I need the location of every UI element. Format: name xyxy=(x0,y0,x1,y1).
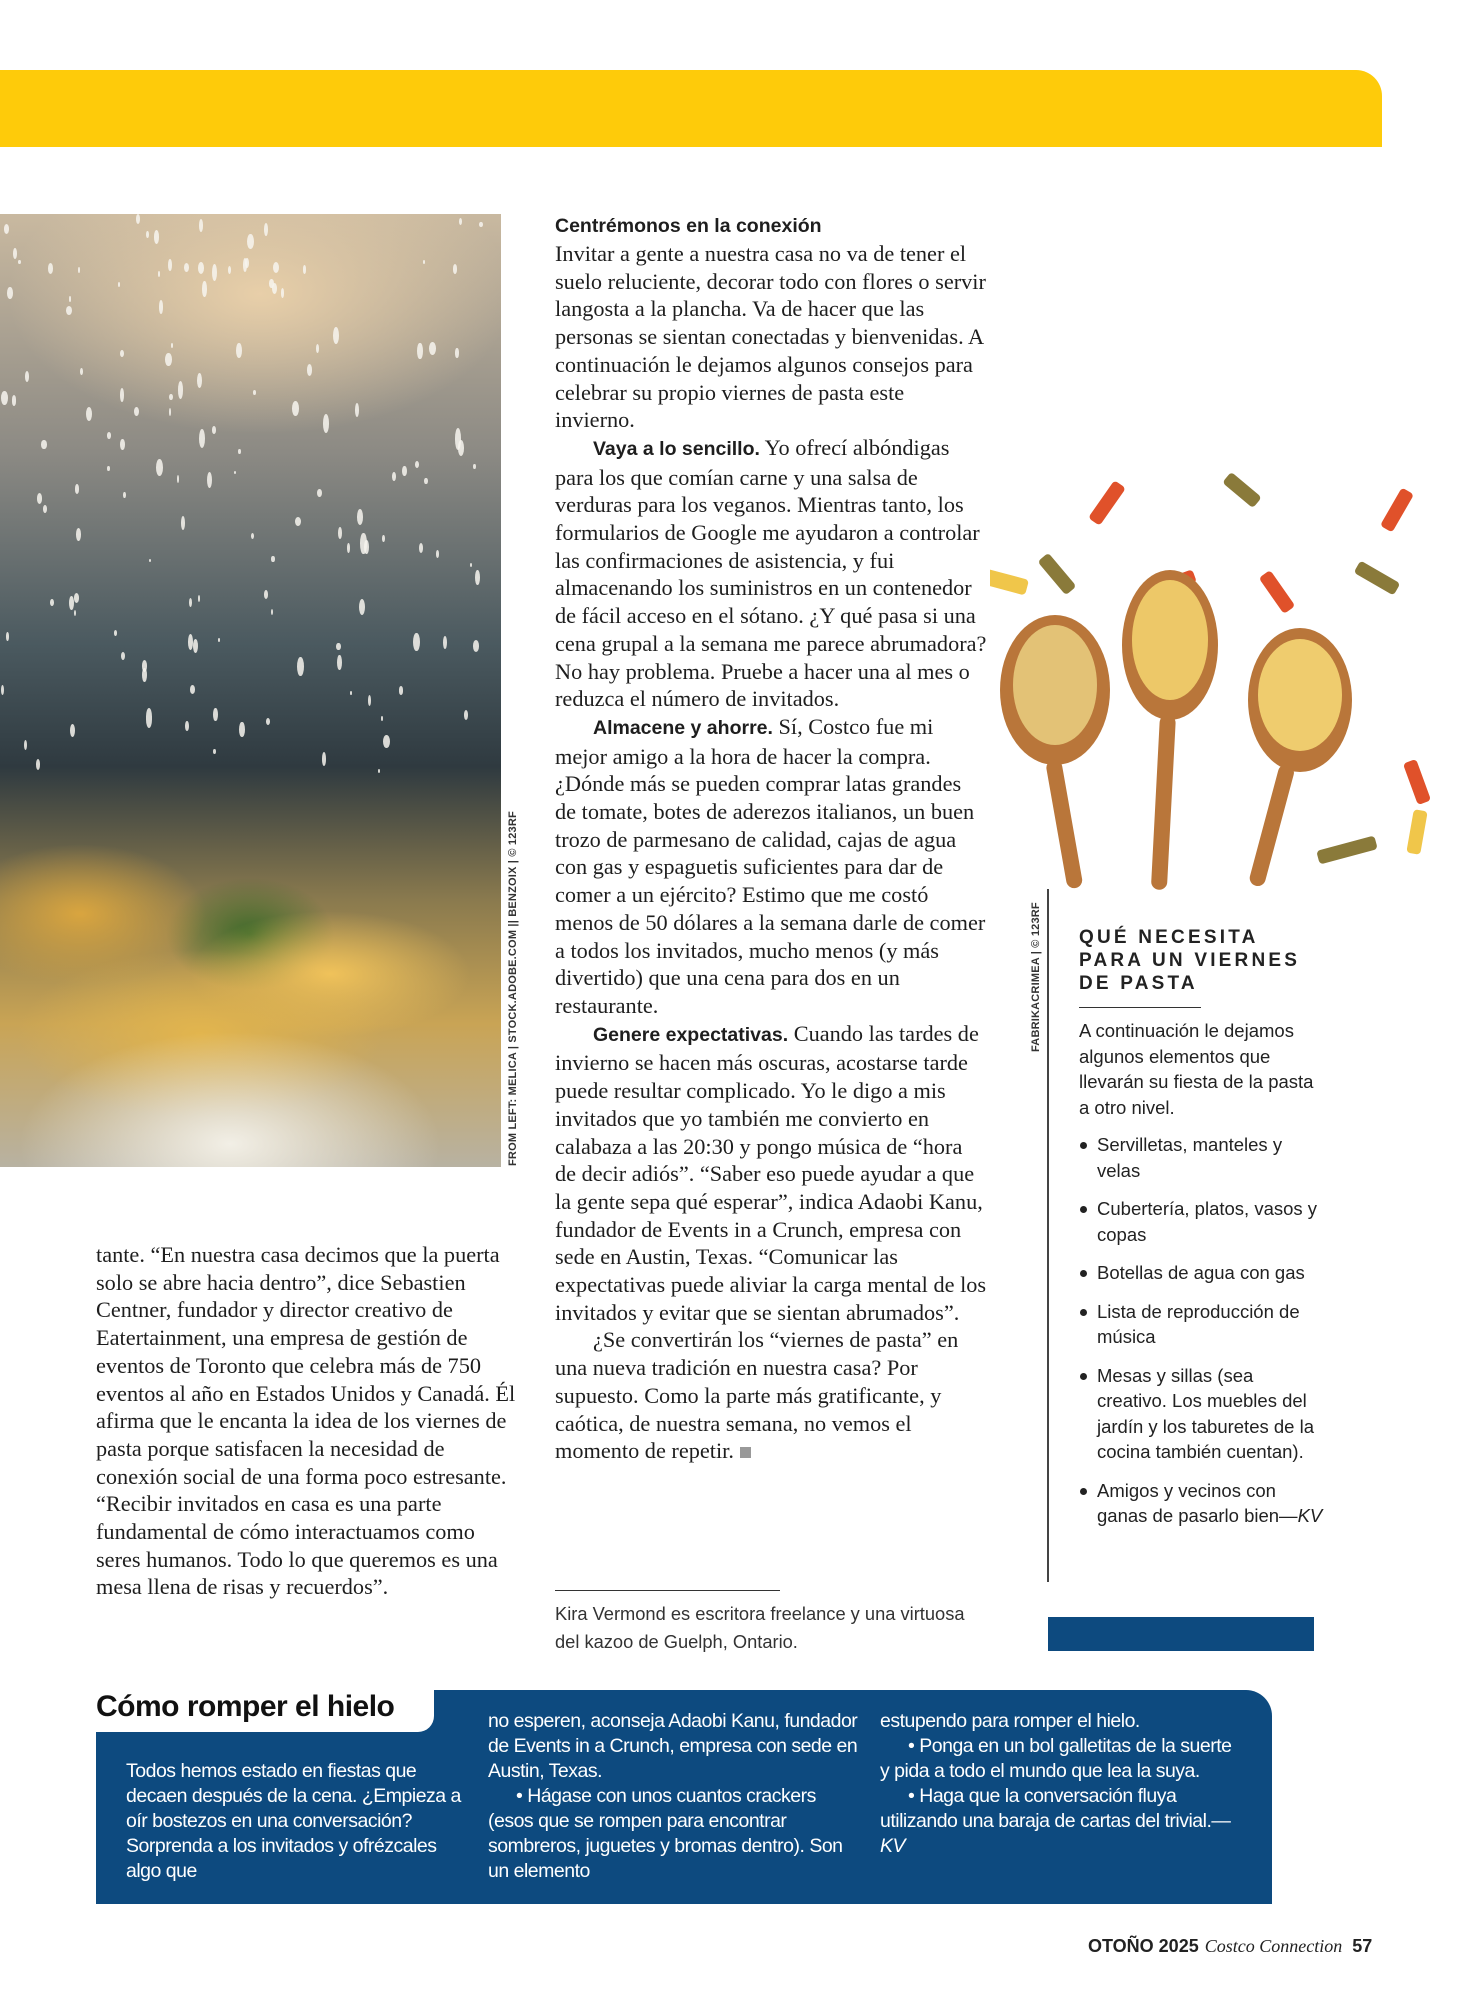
cheese-speck xyxy=(413,633,420,651)
cheese-speck xyxy=(142,668,147,682)
cheese-speck xyxy=(264,590,268,598)
sidebar-intro: A continuación le dejamos algunos elementos que llevarán su fiesta de la pasta a otro nivel. xyxy=(1079,1020,1314,1118)
cheese-speck xyxy=(383,735,390,748)
cheese-speck xyxy=(193,639,198,653)
cheese-speck xyxy=(239,722,244,737)
cheese-speck xyxy=(479,222,482,227)
paragraph-text: Yo ofrecí albóndigas para los que comían carne y una salsa de verduras para los veganos. Mientras tanto, los formularios de Google me ayudaron a controlar las confirmaciones de asistencia, y fui almacenando los suministros en un contenedor de fácil acceso en el sótano. ¿Y qué pasa si una cena grupal a la semana me parece abrumadora? No hay problema. Pruebe a hacer una al mes o reduzca el número de invitados. xyxy=(555,434,987,712)
cheese-speck xyxy=(281,288,284,298)
cheese-speck xyxy=(473,640,479,652)
cheese-speck xyxy=(218,638,221,642)
cheese-speck xyxy=(123,492,125,498)
photo-credit-right: FABRIKACRIMEA | © 123RF xyxy=(1030,902,1042,1052)
sidebar-heading: QUÉ NECESITA PARA UN VIERNES DE PASTA xyxy=(1079,927,1301,994)
paragraph xyxy=(555,1020,987,1327)
list-item: Botellas de agua con gas xyxy=(1079,1260,1324,1286)
cheese-speck xyxy=(443,636,447,649)
icebreaker-title: Cómo romper el hielo xyxy=(96,1690,395,1723)
paragraph-lead: Genere expectativas. xyxy=(593,1023,789,1046)
cheese-speck xyxy=(273,262,279,274)
paragraph xyxy=(555,713,987,1020)
list-item: Lista de reproducción de música xyxy=(1079,1299,1324,1350)
cheese-speck xyxy=(181,516,185,530)
cheese-speck xyxy=(295,517,301,527)
cheese-speck xyxy=(165,353,171,366)
cheese-speck xyxy=(75,484,79,493)
cheese-speck xyxy=(7,287,13,299)
cheese-speck xyxy=(458,440,464,456)
cheese-speck xyxy=(13,248,17,259)
cheese-speck xyxy=(69,596,74,611)
cheese-speck xyxy=(107,466,110,471)
cheese-speck xyxy=(120,350,124,357)
cheese-speck xyxy=(69,296,71,301)
cheese-speck xyxy=(392,472,396,481)
paragraph: tante. “En nuestra casa decimos que la puerta solo se abre hacia dentro”, dice Sebastien Centner, fundador y director creativo de Eatertainment, una empresa de gestión de eventos de Toronto que celebra más de 750 eventos al año en Estados Unidos y Canadá. Él afirma que le encanta la idea de los viernes de pasta porque satisfacen la necesidad de conexión social de una forma poco estresante. “Recibir invitados en casa es una parte fundamental de cómo interactuamos como seres humanos. Todo lo que queremos es una mesa llena de risas y recuerdos”. xyxy=(96,1242,516,1600)
cheese-speck xyxy=(80,368,83,375)
cheese-speck xyxy=(184,263,189,272)
cheese-speck xyxy=(378,769,380,773)
cheese-speck xyxy=(197,373,202,388)
cheese-speck xyxy=(271,609,273,615)
list-item: Servilletas, manteles y velas xyxy=(1079,1132,1324,1183)
cheese-speck xyxy=(190,685,195,694)
cheese-speck xyxy=(18,260,21,264)
cheese-speck xyxy=(247,234,254,249)
cheese-speck xyxy=(1,685,4,695)
cheese-speck xyxy=(107,432,111,438)
end-mark-icon xyxy=(740,1447,751,1458)
cheese-speck xyxy=(381,716,384,721)
cheese-speck xyxy=(399,686,404,694)
cheese-speck xyxy=(12,395,17,406)
paragraph: • Ponga en un bol galletitas de la suerte y pida a todo el mundo que lea la suya. xyxy=(880,1735,1232,1782)
cheese-speck xyxy=(423,260,425,264)
cheese-speck xyxy=(48,263,53,274)
sidebar-list xyxy=(1079,1132,1324,1529)
cheese-speck xyxy=(202,281,207,296)
cheese-speck xyxy=(146,708,153,727)
cheese-speck xyxy=(336,643,340,650)
cheese-speck xyxy=(74,593,79,603)
cheese-speck xyxy=(347,543,350,552)
photo-credit-left: FROM LEFT: MELICA | STOCK.ADOBE.COM || BENZOIX | © 123RF xyxy=(507,811,519,1166)
cheese-speck xyxy=(198,595,200,601)
cheese-speck xyxy=(74,610,76,616)
cheese-speck xyxy=(323,414,329,433)
cheese-speck xyxy=(36,759,40,770)
cheese-speck xyxy=(245,258,249,268)
cheese-speck xyxy=(436,550,440,558)
paragraph-lead: Almacene y ahorre. xyxy=(593,716,773,739)
cheese-speck xyxy=(338,527,342,539)
cheese-speck xyxy=(168,259,172,272)
cheese-speck xyxy=(50,599,54,606)
cheese-speck xyxy=(251,533,254,539)
signature: KV xyxy=(1297,1505,1323,1526)
sidebar-footer-bar xyxy=(1048,1617,1314,1651)
cheese-speck xyxy=(120,439,124,450)
sidebar-divider xyxy=(1047,889,1049,1582)
list-item-text: Amigos y vecinos con ganas de pasarlo bien— xyxy=(1097,1479,1298,1526)
cheese-speck xyxy=(355,403,359,417)
cheese-speck xyxy=(473,464,476,470)
author-bio: Kira Vermond es escritora freelance y una virtuosa del kazoo de Guelph, Ontario. xyxy=(555,1603,965,1652)
wooden-spoons xyxy=(1000,570,1352,890)
cheese-speck xyxy=(146,231,149,239)
cheese-speck xyxy=(159,300,164,314)
icebreaker-column-3 xyxy=(880,1709,1245,1859)
cheese-speck xyxy=(382,535,385,543)
cheese-speck xyxy=(212,426,216,434)
cheese-speck xyxy=(198,262,204,274)
cheese-speck xyxy=(253,390,256,395)
cheese-speck xyxy=(134,407,139,416)
cheese-speck xyxy=(37,493,42,503)
pasta-parmesan-photo xyxy=(0,214,501,1167)
cheese-speck xyxy=(177,475,179,483)
paragraph: Todos hemos estado en fiestas que decaen después de la cena. ¿Empieza a oír bostezos en una conversación? Sorprenda a los invitados y ofrézcales algo que xyxy=(126,1760,461,1882)
cheese-speck xyxy=(171,343,173,348)
cheese-speck xyxy=(156,459,163,476)
magazine-name: Costco Connection xyxy=(1204,1936,1343,1956)
cheese-speck xyxy=(66,306,72,315)
cheese-speck xyxy=(264,223,268,236)
icebreaker-column-1 xyxy=(126,1759,466,1884)
cheese-speck xyxy=(114,630,117,636)
cheese-speck xyxy=(213,749,216,754)
cheese-speck xyxy=(41,440,46,449)
cheese-speck xyxy=(337,655,341,670)
cheese-speck xyxy=(25,371,29,382)
paragraph-text: • Haga que la conversación fluya utilizando una baraja de cartas del trivial.— xyxy=(880,1785,1231,1832)
paragraph-text: Sí, Costco fue mi mejor amigo a la hora de hacer la compra. ¿Dónde más se pueden comprar latas grandes de tomate, botes de aderezos italianos, un buen trozo de parmesano de calidad, cajas de agua con gas y espaguetis suficientes para dar de comer a un ejército? Estimo que me costó menos de 50 dólares a la semana darle de comer a todos los invitados, mucho menos (y más divertido) que una cena para dos en un restaurante. xyxy=(555,713,986,1018)
cheese-speck xyxy=(303,265,307,274)
paragraph-text: Invitar a gente a nuestra casa no va de tener el suelo reluciente, decorar todo con flores o servir langosta a la plancha. Va de hacer que las personas se sientan conectadas y bienvenidas. A continuación le dejamos algunos consejos para celebrar su propio viernes de pasta este invierno. xyxy=(555,241,986,433)
cheese-speck xyxy=(359,599,365,616)
page-footer xyxy=(1088,1936,1372,1957)
cheese-speck xyxy=(322,752,326,766)
cheese-speck xyxy=(6,632,9,641)
cheese-speck xyxy=(189,598,192,607)
icebreaker-column-2 xyxy=(488,1709,858,1884)
cheese-speck xyxy=(118,282,120,286)
cheese-speck xyxy=(364,540,369,554)
cheese-speck xyxy=(158,271,161,277)
section-heading: Centrémonos en la conexión xyxy=(555,215,822,237)
cheese-speck xyxy=(470,563,472,567)
cheese-speck xyxy=(368,695,371,707)
cheese-speck xyxy=(199,219,203,232)
cheese-speck xyxy=(70,724,75,737)
cheese-speck xyxy=(120,388,124,401)
cheese-speck xyxy=(424,478,427,484)
cheese-speck xyxy=(24,740,27,750)
cheese-speck xyxy=(234,471,236,474)
cheese-speck xyxy=(475,570,480,585)
bio-divider xyxy=(555,1590,780,1591)
cheese-speck xyxy=(402,466,406,476)
list-item: Mesas y sillas (sea creativo. Los muebles del jardín y los taburetes de la cocina también cuentan). xyxy=(1079,1363,1324,1465)
signature: KV xyxy=(880,1835,906,1857)
cheese-speck xyxy=(429,342,436,355)
cheese-speck xyxy=(86,407,92,421)
cheese-speck xyxy=(136,214,140,224)
cheese-speck xyxy=(236,343,242,359)
page-number: 57 xyxy=(1352,1936,1373,1956)
cheese-speck xyxy=(316,344,319,353)
cheese-speck xyxy=(266,718,270,725)
cheese-speck xyxy=(271,556,274,561)
cheese-speck xyxy=(307,364,313,376)
cheese-speck xyxy=(317,489,322,497)
cheese-speck xyxy=(207,472,212,488)
paragraph xyxy=(555,1326,987,1465)
cheese-speck xyxy=(238,449,241,454)
list-item: Cubertería, platos, vasos y copas xyxy=(1079,1196,1324,1247)
cheese-speck xyxy=(169,408,171,416)
paragraph xyxy=(555,434,987,713)
paragraph: no esperen, aconseja Adaobi Kanu, fundador de Events in a Crunch, empresa con sede en Austin, Texas. xyxy=(488,1710,858,1782)
cheese-speck xyxy=(228,266,231,274)
sidebar-checklist xyxy=(1079,926,1324,1542)
cheese-speck xyxy=(121,652,125,661)
article-middle-column xyxy=(555,212,987,1465)
sidebar-rule xyxy=(1079,1007,1201,1008)
cheese-speck xyxy=(292,401,299,416)
cheese-speck xyxy=(4,224,9,234)
paragraph-text: ¿Se convertirán los “viernes de pasta” en una nueva tradición en nuestra casa? Por supuesto. Como la parte más gratificante, y caótica, de nuestra semana, no vemos el momento de repetir. xyxy=(555,1327,959,1464)
cheese-speck xyxy=(357,509,363,525)
cheese-speck xyxy=(417,343,422,360)
paragraph xyxy=(880,1784,1245,1859)
paragraph xyxy=(555,240,987,434)
cheese-speck xyxy=(213,708,218,721)
article-left-column xyxy=(96,1241,518,1601)
cheese-speck xyxy=(178,381,183,399)
pasta-spoons-illustration xyxy=(990,470,1445,890)
cheese-speck xyxy=(185,721,189,731)
cheese-speck xyxy=(297,657,304,676)
cheese-speck xyxy=(212,264,217,281)
cheese-speck xyxy=(459,218,462,225)
cheese-speck xyxy=(419,543,423,553)
cheese-speck xyxy=(350,691,353,695)
issue-season: OTOÑO 2025 xyxy=(1088,1936,1199,1956)
cheese-speck xyxy=(78,267,80,273)
cheese-speck xyxy=(199,429,205,449)
cheese-speck xyxy=(76,528,81,541)
cheese-speck xyxy=(464,710,468,720)
cheese-speck xyxy=(455,348,458,357)
list-item xyxy=(1079,1478,1324,1529)
cheese-speck xyxy=(415,461,419,468)
header-color-bar xyxy=(0,70,1382,147)
cheese-speck xyxy=(272,283,277,294)
cheese-speck xyxy=(1,391,8,405)
cheese-speck xyxy=(43,505,47,513)
cheese-speck xyxy=(154,230,160,244)
cheese-speck xyxy=(333,327,339,344)
cheese-speck xyxy=(169,394,172,400)
paragraph-lead: Vaya a lo sencillo. xyxy=(593,437,760,460)
paragraph-text: Cuando las tardes de invierno se hacen más oscuras, acostarse tarde puede resultar complicado. Yo le digo a mis invitados que yo también me convierto en calabaza a las 20:30 y pongo música de “hora de decir adiós”. “Saber eso puede ayudar a que la gente sepa qué esperar”, indica Adaobi Kanu, fundador de Events in a Crunch, empresa con sede en Austin, Texas. “Comunicar las expectativas puede aliviar la carga mental de los invitados y evitar que se sientan abrumados”. xyxy=(555,1020,987,1325)
cheese-speck xyxy=(453,264,458,274)
cheese-speck xyxy=(149,559,151,562)
paragraph: • Hágase con unos cuantos crackers (esos que se rompen para encontrar sombreros, juguetes y bromas dentro). Son un elemento xyxy=(488,1785,843,1882)
paragraph: estupendo para romper el hielo. xyxy=(880,1710,1140,1732)
